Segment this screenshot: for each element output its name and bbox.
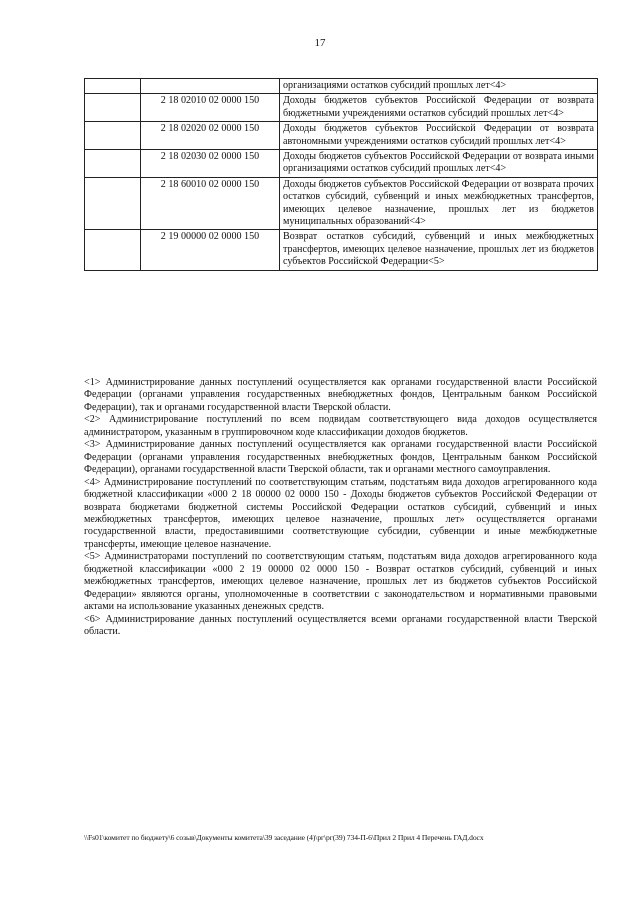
code-cell: 2 18 02020 02 0000 150: [141, 122, 280, 150]
file-path-footer: \\Fs01\комитет по бюджету\6 созыв\Документы комитета\39 заседание (4)\рг\рг(39) 734-П-6\Прил 2 Прил 4 Перечень ГАД.docx: [84, 833, 484, 842]
footnote-5: <5> Администраторами поступлений по соответствующим статьям, подстатьям вида доходов агрегированного кода бюджетной классификации «000 2 19 00000 02 0000 150 - Возврат остатков субсидий, субвенций и иных межбюджетных трансфертов, имеющих целевое назначение, прошлых лет из бюджетов субъектов Российской Федерации» являются органы, уполномоченные в соответствии с законодательством и нормативными правовыми актами на использование указанных денежных средств.: [84, 551, 597, 613]
table-row: [85, 79, 598, 94]
footnote-3: <3> Администрирование данных поступлений осуществляется как органами государственной власти Российской Федерации (органами управления государственных внебюджетных фондов, Центральным банком Российской Федерации), органами государственной власти Тверской области, так и органами местного самоуправления.: [84, 439, 597, 476]
admin-cell: [85, 150, 141, 178]
page-number: 17: [314, 37, 326, 49]
footnote-6: <6> Администрирование данных поступлений осуществляется всеми органами государственной власти Тверской области.: [84, 613, 597, 638]
code-cell: 2 18 02010 02 0000 150: [141, 94, 280, 122]
footnote-2: <2> Администрирование поступлений по всем подвидам соответствующего вида доходов осуществляется администратором, указанным в группировочном коде классификации доходов бюджетов.: [84, 414, 597, 438]
code-cell: 2 18 02030 02 0000 150: [141, 150, 280, 178]
description-cell: Доходы бюджетов субъектов Российской Федерации от возврата прочих остатков субсидий, субвенций и иных межбюджетных трансфертов, имеющих целевое назначение, прошлых лет из бюджетов муниципальных образований<4>: [280, 177, 598, 230]
footnote-1: <1> Администрирование данных поступлений осуществляется как органами государственной власти Российской Федерации (органами управления государственных внебюджетных фондов, Центральным банком Российской Федерации), так и органами государственной власти Тверской области.: [84, 377, 597, 413]
description-cell: организациями остатков субсидий прошлых лет<4>: [280, 79, 598, 94]
admin-cell: [85, 230, 141, 270]
table-row: [85, 122, 598, 150]
admin-cell: [85, 177, 141, 230]
revenue-code-table: [84, 78, 598, 271]
table-row: [85, 150, 598, 178]
code-cell: 2 19 00000 02 0000 150: [141, 230, 280, 270]
table-row: [85, 177, 598, 230]
description-cell: Доходы бюджетов субъектов Российской Федерации от возврата бюджетными учреждениями остатков субсидий прошлых лет<4>: [280, 94, 598, 122]
table-row: [85, 230, 598, 270]
code-cell: 2 18 60010 02 0000 150: [141, 177, 280, 230]
admin-cell: [85, 79, 141, 94]
description-cell: Доходы бюджетов субъектов Российской Федерации от возврата иными организациями остатков субсидий прошлых лет<4>: [280, 150, 598, 178]
admin-cell: [85, 122, 141, 150]
footnotes: [84, 377, 597, 639]
description-cell: Возврат остатков субсидий, субвенций и иных межбюджетных трансфертов, имеющих целевое назначение, прошлых лет из бюджетов субъектов Российской Федерации<5>: [280, 230, 598, 270]
code-cell: [141, 79, 280, 94]
admin-cell: [85, 94, 141, 122]
description-cell: Доходы бюджетов субъектов Российской Федерации от возврата автономными учреждениями остатков субсидий прошлых лет<4>: [280, 122, 598, 150]
footnote-4: <4> Администрирование поступлений по соответствующим статьям, подстатьям вида доходов агрегированного кода бюджетной классификации «000 2 18 00000 02 0000 150 - Доходы бюджетов субъектов Российской Федерации от возврата бюджетами бюджетной системы Российской Федерации остатков субсидий, субвенций и иных межбюджетных трансфертов, имеющих целевое назначение, прошлых лет» осуществляется органами государственной власти, предоставившими соответствующие субсидии, субвенции и иные межбюджетные трансферты, имеющие целевое назначение.: [84, 476, 597, 550]
table-row: [85, 94, 598, 122]
